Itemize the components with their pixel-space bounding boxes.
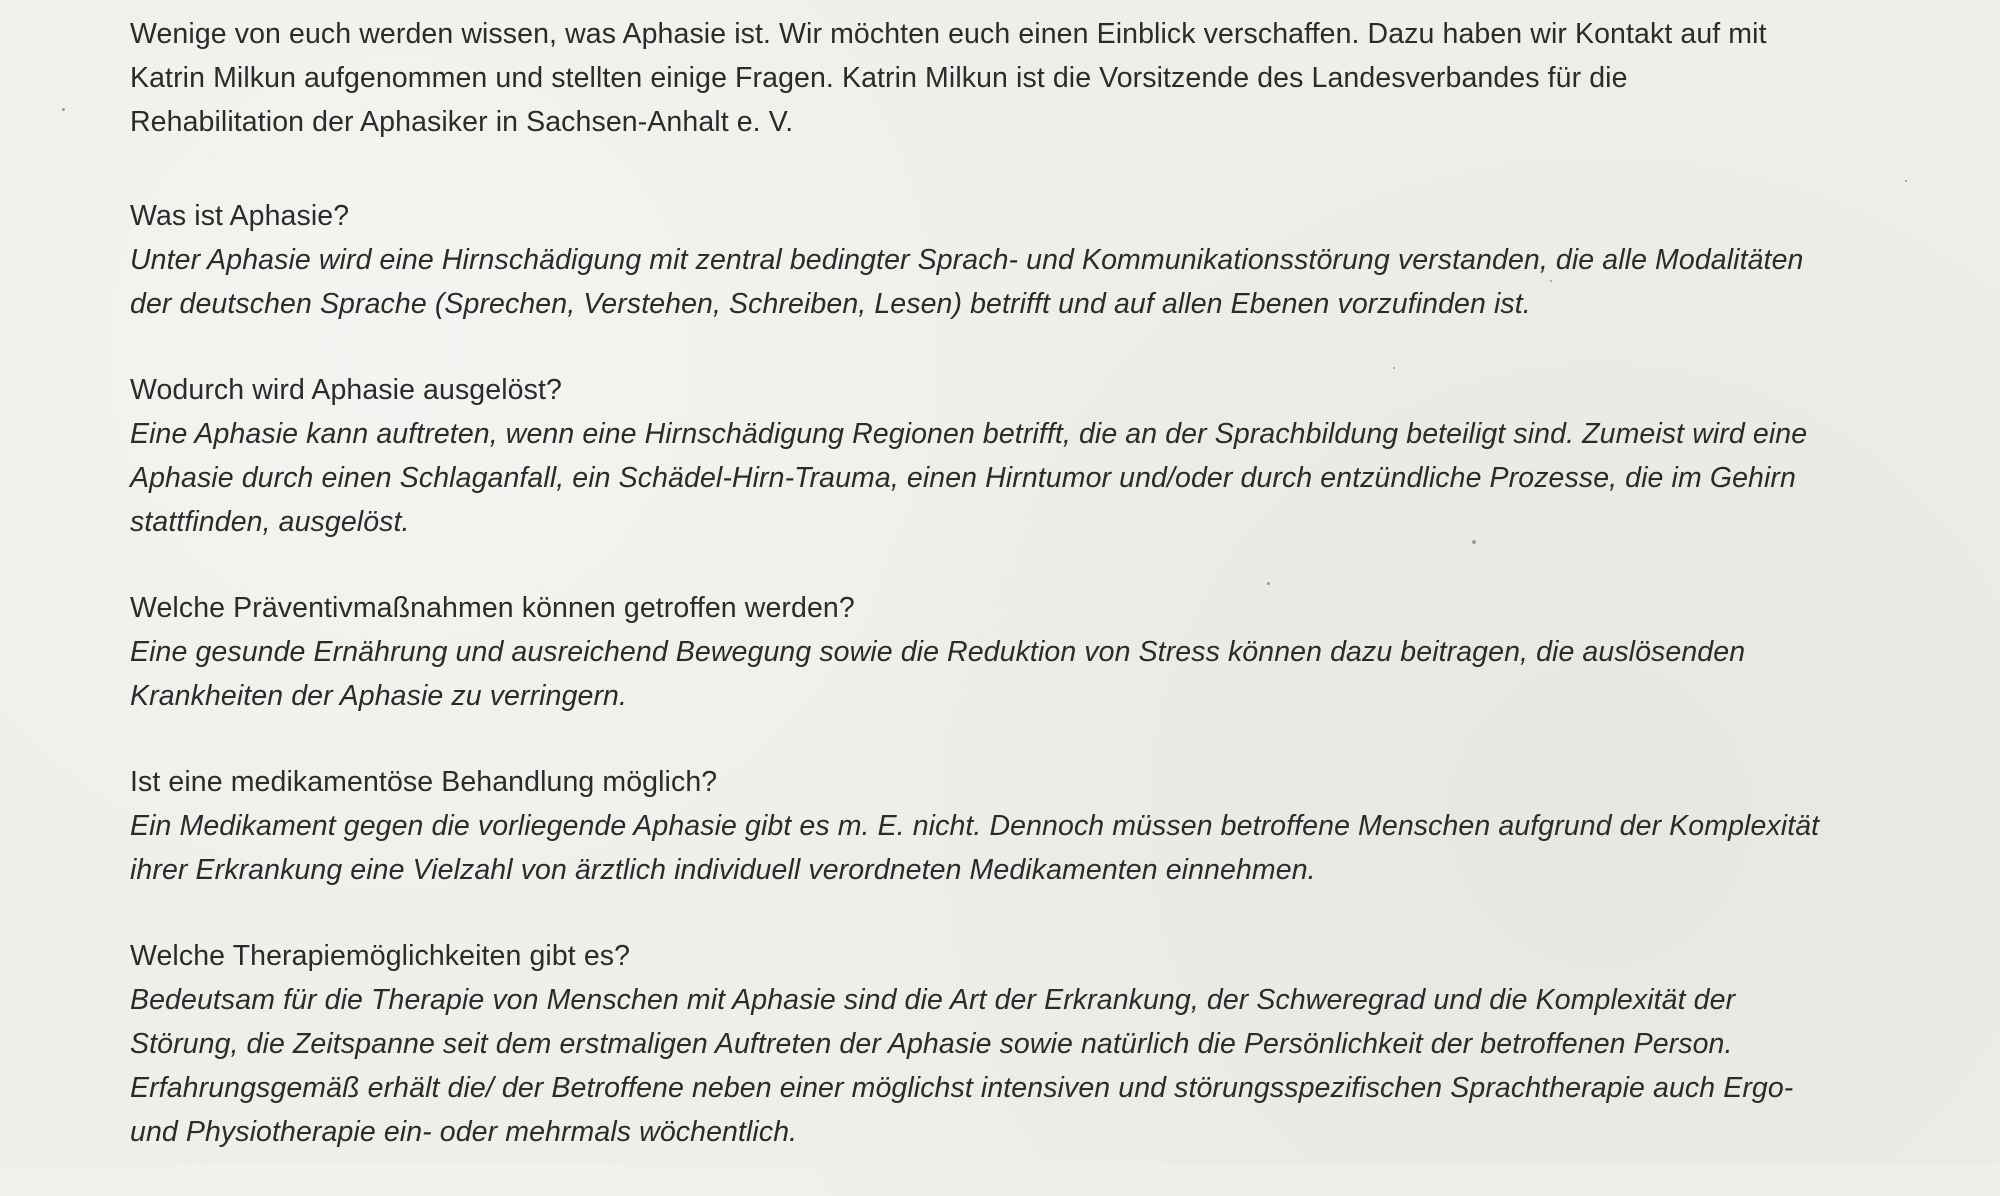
answer-line: Bedeutsam für die Therapie von Menschen mit Aphasie sind die Art der Erkrankung, der Schweregrad und die Komplexität der: [130, 984, 1736, 1016]
paper-speck: [1905, 180, 1907, 182]
qa-block-praevention: [130, 586, 1900, 718]
answer-line: Erfahrungsgemäß erhält die/ der Betroffene neben einer möglichst intensiven und störungsspezifischen Sprachtherapie auch Ergo-: [130, 1072, 1794, 1104]
answer-line: Krankheiten der Aphasie zu verringern.: [130, 680, 628, 712]
paper-speck: [62, 108, 65, 111]
answer-line: Eine Aphasie kann auftreten, wenn eine Hirnschädigung Regionen betrifft, die an der Sprachbildung beteiligt sind. Zumeist wird eine: [130, 418, 1808, 450]
document-page: [130, 12, 1900, 1196]
qa-block-ausloeser: [130, 368, 1900, 544]
answer-line: Eine gesunde Ernährung und ausreichend Bewegung sowie die Reduktion von Stress können dazu beitragen, die auslösenden: [130, 636, 1746, 668]
intro-line: Katrin Milkun aufgenommen und stellten einige Fragen. Katrin Milkun ist die Vorsitzende des Landesverbandes für die: [130, 62, 1628, 94]
answer-line: Ein Medikament gegen die vorliegende Aphasie gibt es m. E. nicht. Dennoch müssen betroffene Menschen aufgrund der Komplexität: [130, 810, 1820, 842]
qa-block-therapie: [130, 934, 1900, 1154]
paper-speck: [1267, 582, 1270, 585]
answer-paragraph: [130, 804, 1900, 892]
answer-line: und Physiotherapie ein- oder mehrmals wöchentlich.: [130, 1116, 798, 1148]
answer-line: ihrer Erkrankung eine Vielzahl von ärztlich individuell verordneten Medikamenten einnehmen.: [130, 854, 1316, 886]
paper-speck: [1550, 280, 1552, 282]
answer-line: Aphasie durch einen Schlaganfall, ein Schädel-Hirn-Trauma, einen Hirntumor und/oder durch entzündliche Prozesse, die im Gehirn: [130, 462, 1796, 494]
intro-paragraph: [130, 12, 1900, 144]
qa-block-was-ist-aphasie: [130, 194, 1900, 326]
qa-block-medikamente: [130, 760, 1900, 892]
answer-line: Störung, die Zeitspanne seit dem erstmaligen Auftreten der Aphasie sowie natürlich die Persönlichkeit der betroffenen Person.: [130, 1028, 1733, 1060]
answer-line: stattfinden, ausgelöst.: [130, 506, 410, 538]
paper-speck: [1472, 540, 1476, 544]
paper-speck: [1393, 367, 1395, 369]
question-heading: Was ist Aphasie?: [130, 200, 350, 232]
answer-line: der deutschen Sprache (Sprechen, Verstehen, Schreiben, Lesen) betrifft und auf allen Ebenen vorzufinden ist.: [130, 288, 1531, 320]
answer-paragraph: [130, 978, 1900, 1154]
answer-paragraph: [130, 630, 1900, 718]
intro-line: Rehabilitation der Aphasiker in Sachsen-Anhalt e. V.: [130, 106, 794, 138]
question-heading: Welche Präventivmaßnahmen können getroffen werden?: [130, 592, 855, 624]
question-heading: Wodurch wird Aphasie ausgelöst?: [130, 374, 562, 406]
intro-line: Wenige von euch werden wissen, was Aphasie ist. Wir möchten euch einen Einblick verschaffen. Dazu haben wir Kontakt auf mit: [130, 18, 1767, 50]
answer-paragraph: [130, 412, 1900, 544]
question-heading: Ist eine medikamentöse Behandlung möglich?: [130, 766, 718, 798]
answer-paragraph: [130, 238, 1900, 326]
question-heading: Welche Therapiemöglichkeiten gibt es?: [130, 940, 631, 972]
answer-line: Unter Aphasie wird eine Hirnschädigung mit zentral bedingter Sprach- und Kommunikationsstörung verstanden, die alle Modalitäten: [130, 244, 1804, 276]
